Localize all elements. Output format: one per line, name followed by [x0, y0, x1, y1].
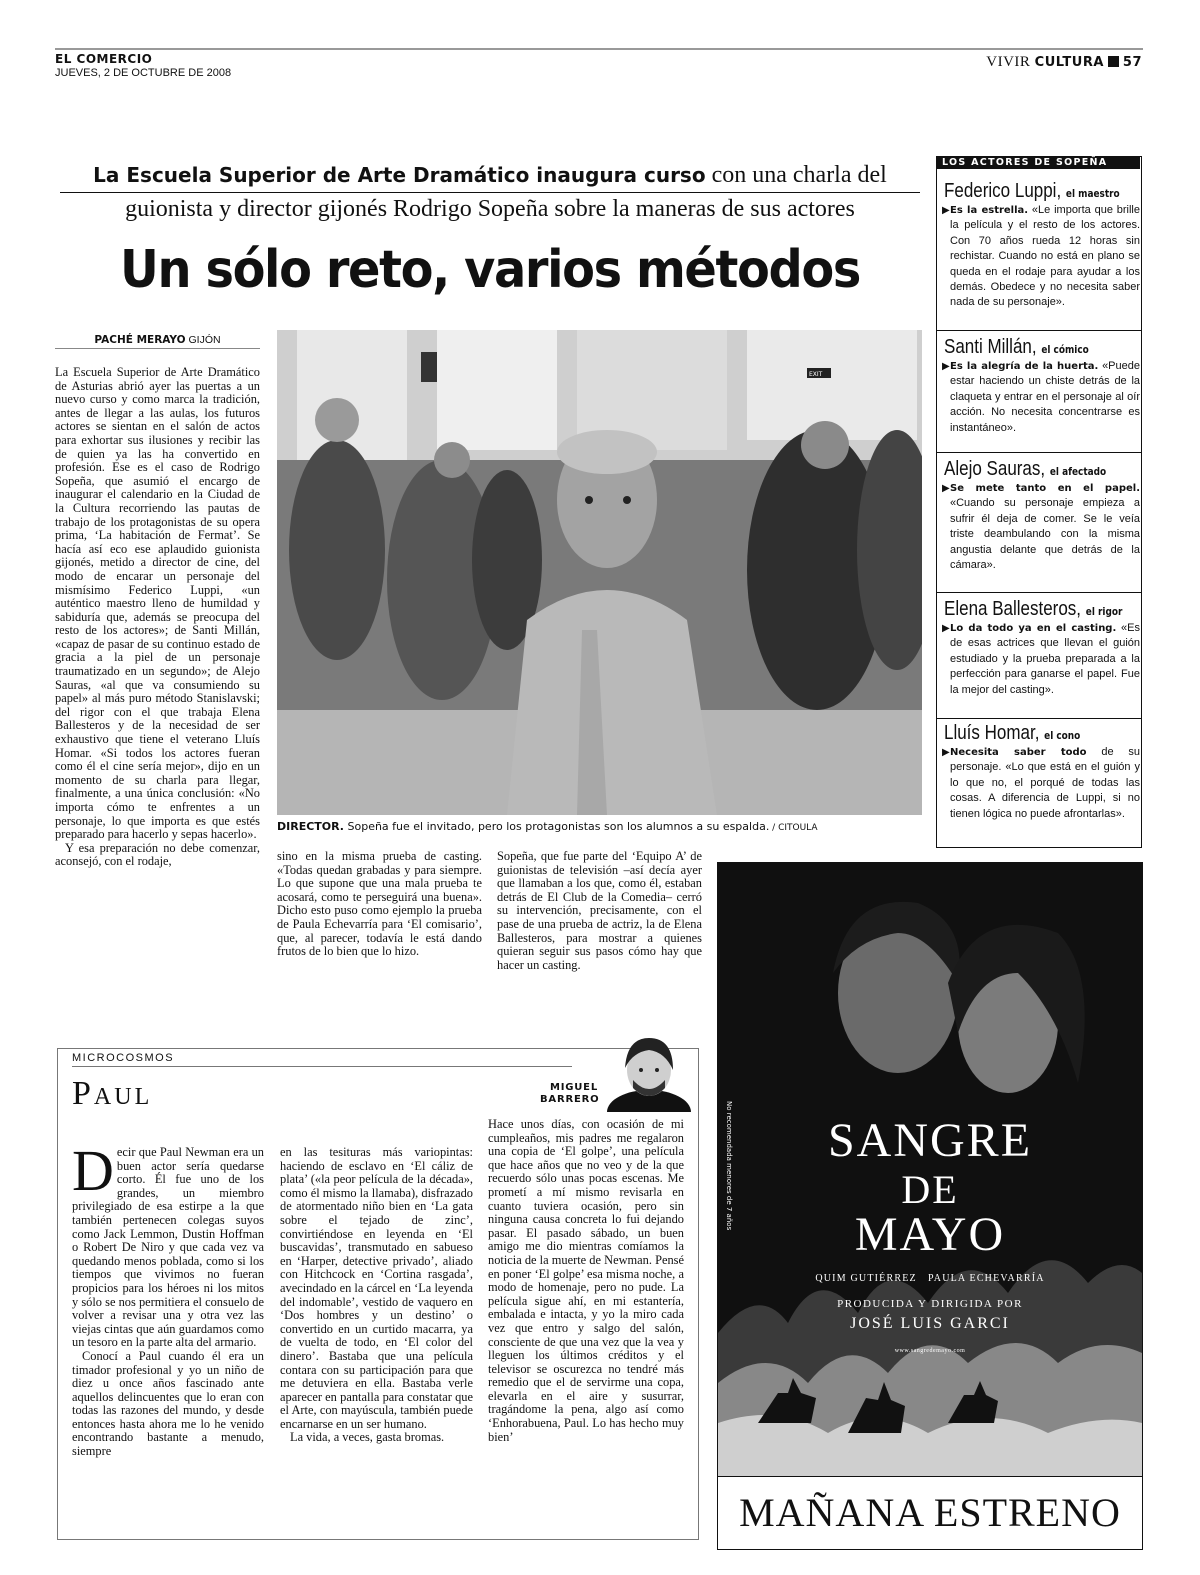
- byline-rule: [55, 348, 260, 349]
- column-text-1: [72, 1138, 264, 1459]
- ad-title-line-3: MAYO: [854, 1208, 1006, 1261]
- sidebar-actor: [944, 458, 1140, 573]
- exit-sign-icon: [421, 352, 437, 382]
- ad-rating-wrap: [720, 1101, 734, 1251]
- actor-name-line: Elena Ballesteros, el rigor: [944, 598, 1123, 620]
- photo-illustration: [277, 330, 922, 815]
- actor-name-line: Alejo Sauras, el afectado: [944, 458, 1107, 480]
- actor-text: [942, 745, 1141, 822]
- actor-lead: Necesita saber todo: [950, 747, 1087, 758]
- byline-name: PACHÉ MERAYO: [94, 334, 186, 346]
- article-paragraph: Sopeña, que fue parte del ‘Equipo A’ de guionistas de televisión –así decía ayer que llamaban a los que, como él, estaban detrás de El Club de la Comedia– cerró su intervención, precisamente, con el pase de una prueba de actriz, la de Elena Ballesteros, para mostrar a quienes quieran seguir sus pasos cómo hay que hacer un casting.: [497, 849, 702, 972]
- photo-caption: [277, 820, 927, 833]
- column-label-rule: [72, 1066, 572, 1067]
- sidebar-divider: [936, 592, 1141, 593]
- publication-name: EL COMERCIO: [55, 52, 153, 66]
- photo-credit: / CITOULA: [769, 823, 818, 833]
- column-label: MICROCOSMOS: [72, 1052, 175, 1064]
- ad-url[interactable]: www.sangredemayo.com: [894, 1348, 966, 1354]
- actor-name-line: Santi Millán, el cómico: [944, 336, 1089, 358]
- exit-sign-text: EXIT: [809, 371, 823, 378]
- ad-director: JOSÉ LUIS GARCI: [850, 1315, 1010, 1332]
- ad-rating: No recomendada menores de 7 años: [725, 1101, 733, 1231]
- article-paragraph: La Escuela Superior de Arte Dramático de Asturias abrió ayer las puertas a un nuevo curso y como marca la tradición, antes de llegar a las aulas, los futuros actores se sientan en el salón de actos para exhortar sus ilusiones y recibir las de quien ya las ha convertido en profesión. Ese es el caso de Rodrigo Sopeña, que asumió el encargo de inaugurar el calendario en la Ciudad de la Cultura recorriendo las pautas de trabajo de los protagonistas de su opera prima, ‘La habitación de Fermat’. Se hacía así eco ese aplaudido guionista gijonés, metido a director de cine, del modo de encarar un personaje del mismísimo Federico Luppi, «un auténtico maestro lleno de humildad y sabiduría que, además se preocupa del resto de los actores»; de Santi Millán, «capaz de pasar de su continuo estado de gracia a la piel de un personaje traumatizado en un segundo»; de Alejo Sauras, «al que va consumiendo su papel» al más puro método Stanislavski; del rigor con el que trabaja Elena Ballesteros y de la necesidad de ser exhaustivo que tiene el veterano Lluís Homar. «Si todos los actores fueran como él el cine sería mejor», dijo en un momento de su charla para llegar, finalmente, a una única conclusión: «No importa cómo te enfrentes a un personaje, lo que importa es que estés preparado para hacerlo y sepas hacerlo».: [55, 365, 260, 842]
- actor-lead: Es la estrella.: [950, 205, 1029, 216]
- actor-text: [942, 621, 1140, 698]
- column-paragraph: Conocí a Paul cuando él era un timador profesional y yo un niño de diez u once años fascinado ante aquellos delincuentes que lo eran con todas las razones del mundo, y desde entonces hasta ahora me lo he venido encontrando bastante a menudo, siempre: [72, 1348, 264, 1459]
- actor-name-line: Federico Luppi, el maestro: [944, 180, 1120, 202]
- ad-tagline: MAÑANA ESTRENO: [718, 1476, 1142, 1549]
- publication-date: JUEVES, 2 DE OCTUBRE DE 2008: [55, 67, 232, 79]
- arrow-right-icon: ▶: [942, 483, 950, 494]
- article-headline: Un sólo reto, varios métodos: [120, 240, 860, 300]
- page-number: 57: [1122, 55, 1142, 70]
- column-text-2: [280, 1146, 473, 1445]
- column-text-3: [488, 1118, 684, 1444]
- sidebar-actor: [944, 336, 1140, 436]
- actor-role: el rigor: [1085, 606, 1123, 618]
- arrow-right-icon: ▶: [942, 747, 950, 758]
- author-last: BARRERO: [540, 1094, 600, 1105]
- square-bullet-icon: [1108, 56, 1119, 67]
- arrow-right-icon: ▶: [942, 361, 950, 372]
- movie-advertisement[interactable]: [717, 862, 1143, 1550]
- article-photo: [277, 330, 922, 815]
- ad-cast: QUIM GUTIÉRREZ PAULA ECHEVARRÍA: [815, 1273, 1045, 1284]
- arrow-right-icon: ▶: [942, 623, 950, 634]
- actor-lead: Se mete tanto en el papel.: [950, 483, 1140, 494]
- column-author: [540, 1082, 598, 1106]
- article-column-1: [55, 366, 260, 869]
- actor-quote: «Cuando su personaje empieza a sufrir él deja de comer. Se le veía triste deambulando con la misma angustia delante que detrás de la cámara».: [950, 497, 1140, 572]
- sidebar-actor: [944, 598, 1140, 698]
- caption-label: DIRECTOR.: [277, 820, 344, 833]
- column-paragraph: La vida, a veces, gasta bromas.: [290, 1430, 445, 1445]
- author-avatar: [603, 1032, 695, 1112]
- article-column-3: [497, 850, 702, 972]
- actor-role: el maestro: [1065, 188, 1120, 200]
- kicker-rest: con una charla del guionista y director gijonés Rodrigo Sopeña sobre la maneras de sus actores: [125, 162, 887, 222]
- actor-name-line: Lluís Homar, el cono: [944, 722, 1081, 744]
- ad-title-line-2: DE: [901, 1167, 959, 1212]
- caption-text: Sopeña fue el invitado, pero los protagonistas son los alumnos a su espalda.: [344, 820, 770, 833]
- column-paragraph: en las tesituras más variopintas: haciendo de esclavo en ‘El cáliz de plata’ («la peor película de la década», como él mismo la llamaba), disfrazado de atormentado niño bien en ‘La gata sobre el tejado de zinc’, convirtiéndose en leyenda en ‘El buscavidas’, transmutado en sabueso en ‘Harper, detective privado’, aliado con Hitchcock en ‘Cortina rasgada’, avecindado en la cárcel en ‘La leyenda del indomable’, vestido de vaquero en ‘Dos hombres y un destino’ o convertido en un curtido macarra, ya de vuelta de todo, en ‘El color del dinero’. Bastaba que una película contara con su participación para que me detuviera en ella. Bastaba verle aparecer en pantalla para constatar que el Arte, con mayúscula, también puede encarnarse en un ser humano.: [280, 1145, 473, 1431]
- sidebar-actor: [944, 180, 1140, 311]
- section-bold: CULTURA: [1034, 55, 1104, 70]
- actor-text: [942, 359, 1140, 436]
- actor-lead: Lo da todo ya en el casting.: [950, 623, 1117, 634]
- article-paragraph: Y esa preparación no debe comenzar, aconsejó, con el rodaje,: [55, 840, 260, 869]
- column-paragraph-text: ecir que Paul Newman era un buen actor sería quedarse corto. Él fue uno de los grandes, un miembro privilegiado de esa estirpe a la que también pertenecen colegas suyos como Jack Lemmon, Dustin Hoffman o Robert De Niro y que cada vez va quedando menos poblada, como si los tiempos que vivimos no fueran propicios para los héroes ni los mitos y sólo se nos permitiera el consuelo de volver a revisar una y otra vez las viejas cintas que aún guardamos como un tesoro en la parte alta del armario.: [72, 1145, 264, 1350]
- section-header: [986, 54, 1142, 71]
- actor-quote: «Le importa que brille la película y el resto de los actores. Con 70 años rueda 12 horas sin rechistar. Cuando no está en plano se queda en el rodaje para ayudar a los demás. Obedece y no necesita saber nada de su personaje».: [950, 204, 1140, 309]
- kicker-rule: [60, 192, 920, 193]
- actor-quote: «Es de esas actrices que llevan el guión estudiado y la prueba preparada a la perfección para ganarse el papel. Fue la mejor del casting».: [950, 622, 1140, 696]
- section-light: VIVIR: [986, 54, 1031, 70]
- actor-role: el cómico: [1041, 344, 1089, 356]
- actor-quote: «Puede estar haciendo un chiste detrás de la claqueta y entrar en el personaje al oír acción. No necesita concentrarse es instantáneo».: [950, 360, 1140, 434]
- sidebar-divider: [936, 452, 1141, 453]
- actor-name: Federico Luppi: [944, 180, 1057, 202]
- actor-text: [942, 481, 1140, 573]
- actor-name: Alejo Sauras: [944, 458, 1041, 480]
- header-rule: [55, 48, 1143, 50]
- sidebar-title: LOS ACTORES DE SOPEÑA: [936, 156, 1140, 169]
- actor-quote: de su personaje. «Lo que está en el guión y lo que no, el porqué de todas las cosas. A diferencia de Luppi, si no tienen lógica no puede afrontarlas».: [950, 746, 1141, 820]
- byline: [55, 334, 260, 346]
- article-column-2: [277, 850, 482, 959]
- actor-role: el cono: [1044, 730, 1081, 742]
- dropcap: D: [72, 1138, 114, 1203]
- author-portrait-icon: [603, 1032, 695, 1112]
- sidebar-divider: [936, 718, 1141, 719]
- article-paragraph: sino en la misma prueba de casting. «Todas quedan grabadas y para siempre. Lo que supone que una mala prueba te acosará, como te perseguirá una buena». Dicho esto puso como ejemplo la prueba de Paula Echevarría para ‘El comisario’, que, al parecer, todavía le está dando frutos de lo bien que lo hizo.: [277, 849, 482, 959]
- column-paragraph: [72, 1138, 264, 1350]
- actor-name: Elena Ballesteros: [944, 598, 1077, 620]
- arrow-right-icon: ▶: [942, 205, 950, 216]
- actor-role: el afectado: [1049, 466, 1107, 478]
- sidebar-actor: [944, 722, 1140, 822]
- sidebar-divider: [936, 330, 1141, 331]
- ad-title-line-1: SANGRE: [827, 1114, 1033, 1167]
- column-title: Paul: [72, 1075, 153, 1112]
- column-paragraph: Hace unos días, con ocasión de mi cumpleaños, mis padres me regalaron una copia de ‘El golpe’, una película que hace años que no veo y de la que recuerdo sólo unas pocas escenas. Me prometí a mí mismo revisarla en cuanto tuviera ocasión, pero sin ninguna causa concreta lo fui dejando pasar. El pasado sábado, un buen amigo me dio mientras comíamos la noticia de la muerte de Newman. Pensé en poner ‘El golpe’ esa misma noche, a modo de homenaje, pero no pude. La película sigue ahí, en mi estantería, embalada e intacta, y yo la miro cada vez que entro y salgo del salón, consciente de que una vez que la vea y lleguen los últimos créditos y el televisor se oscurezca no tendré más remedio que el de servirme una copa, elevarla en el aire y susurrar, tragándome la pena, algo así como ‘Enhorabuena, Paul. Lo has hecho muy bien’: [488, 1117, 684, 1444]
- actor-name: Lluís Homar: [944, 722, 1035, 744]
- actor-text: [942, 203, 1140, 311]
- ad-produced-by: PRODUCIDA Y DIRIGIDA POR: [837, 1298, 1023, 1310]
- byline-place: GIJÓN: [188, 334, 221, 346]
- actor-lead: Es la alegría de la huerta.: [950, 361, 1099, 372]
- author-first: MIGUEL: [549, 1082, 598, 1093]
- kicker-bold: La Escuela Superior de Arte Dramático inaugura curso: [93, 163, 706, 187]
- actor-name: Santi Millán: [944, 336, 1032, 358]
